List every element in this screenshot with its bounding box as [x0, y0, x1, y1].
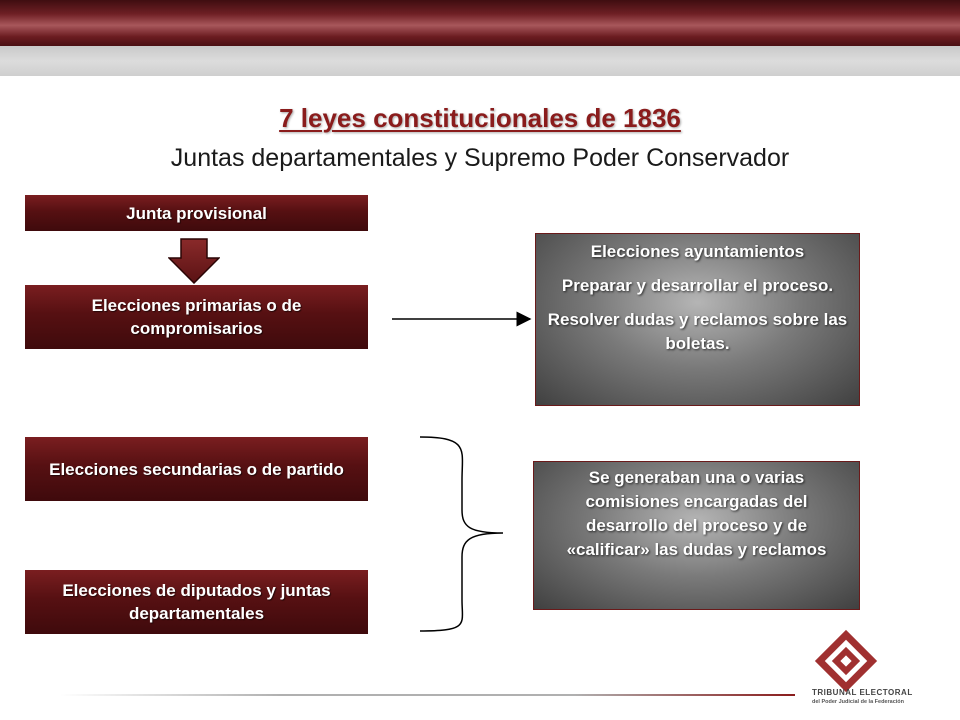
slide-subtitle: Juntas departamentales y Supremo Poder Conservador [170, 144, 790, 172]
elecciones-diputados-box: Elecciones de diputados y juntas departamentales [25, 570, 368, 634]
logo-subname: del Poder Judicial de la Federación [812, 699, 905, 705]
comisiones-box: Se generaban una o varias comisiones encargadas del desarrollo del proceso y de «calificar» las dudas y reclamos [533, 461, 860, 610]
elecciones-primarias-box: Elecciones primarias o de compromisarios [25, 285, 368, 349]
footer-divider [60, 694, 795, 696]
right-brace [420, 437, 503, 631]
ayuntamientos-resolver: Resolver dudas y reclamos sobre las boletas. [547, 310, 848, 353]
junta-provisional-box: Junta provisional [25, 195, 368, 231]
elecciones-secundarias-box: Elecciones secundarias o de partido [25, 437, 368, 501]
ayuntamientos-heading: Elecciones ayuntamientos [590, 242, 805, 261]
elecciones-ayuntamientos-box [535, 233, 860, 406]
logo-name: TRIBUNAL ELECTORAL [812, 688, 913, 697]
slide-title: 7 leyes constitucionales de 1836 [279, 103, 681, 133]
ayuntamientos-preparar: Preparar y desarrollar el proceso. [561, 276, 834, 295]
